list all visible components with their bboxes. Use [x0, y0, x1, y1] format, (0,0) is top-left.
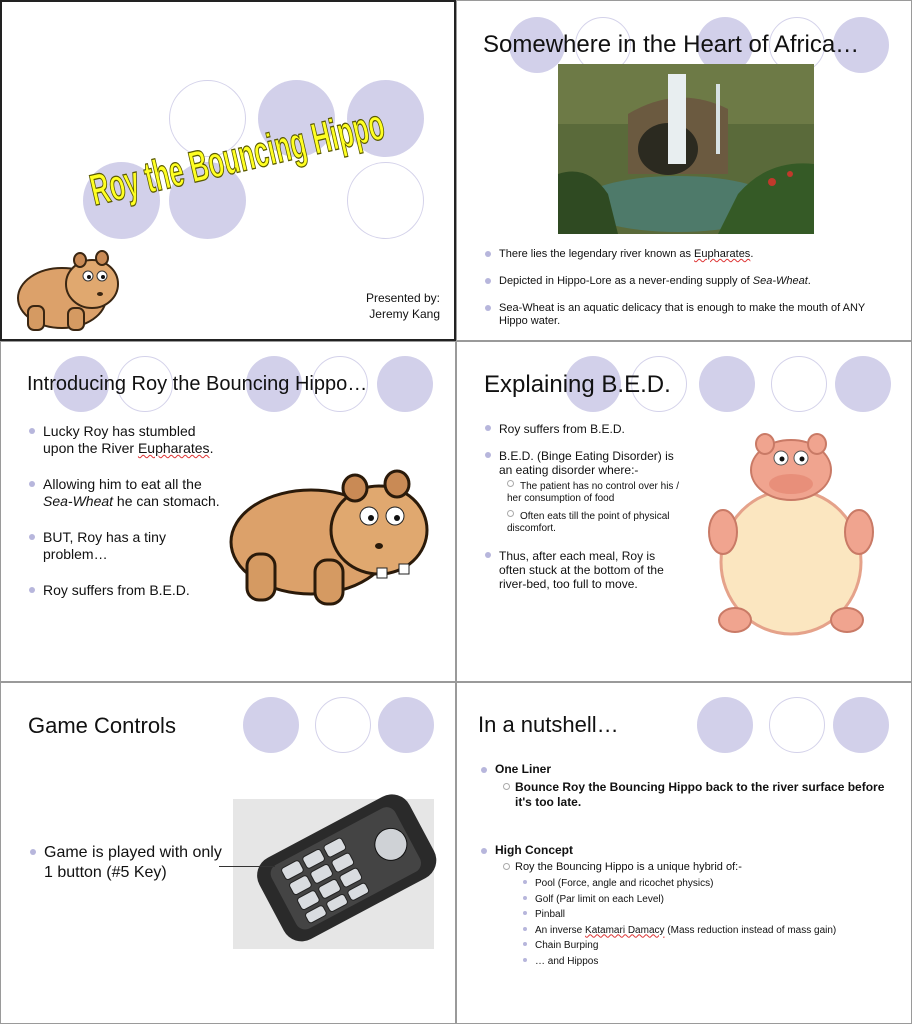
ring-bullet [503, 783, 510, 790]
sub-bullet-text: Often eats till the point of physical discomfort. [507, 511, 670, 534]
deco-circle [771, 356, 827, 412]
list-item [523, 892, 901, 908]
nutshell-content [481, 762, 901, 969]
slide-explaining-bed [456, 341, 912, 682]
deco-circle [315, 697, 371, 753]
bullet-text: Roy suffers from B.E.D. [499, 422, 625, 436]
deco-circle [769, 697, 825, 753]
bullet-list [485, 248, 895, 328]
presented-by-label: Presented by: [365, 291, 440, 305]
ring-bullet [507, 510, 514, 517]
list-item [523, 907, 901, 923]
bullet-text: Game is played with only 1 button (#5 Key) [44, 844, 222, 881]
deco-circle [378, 697, 434, 753]
bullet-item [485, 422, 681, 436]
dot-bullet [523, 896, 527, 900]
bullet-text: Lucky Roy has stumbled upon the River [43, 423, 196, 456]
bullet-item [485, 302, 895, 328]
slide-game-controls [0, 682, 456, 1024]
bullet-item [485, 549, 681, 591]
bullet-list [481, 843, 901, 858]
bullet-text: Thus, after each meal, Roy is often stuck at the bottom of the river-bed, too full to move. [499, 549, 664, 591]
bullet-list [29, 423, 225, 599]
bullet-item [485, 449, 681, 477]
bullet-text: Depicted in Hippo-Lore as a never-ending supply of [499, 275, 753, 287]
list-item-text: Pinball [535, 909, 566, 920]
bullet-text: There lies the legendary river known as [499, 248, 695, 260]
slide-title-text: In a nutshell… [478, 712, 619, 737]
bullet-block [485, 422, 681, 591]
bullet-text: Sea-Wheat is an aquatic delicacy that is enough to make the mouth of ANY Hippo water. [499, 302, 866, 327]
bullet-text: BUT, Roy has a tiny problem… [43, 529, 166, 562]
list-item-text: Pool (Force, angle and ricochet physics) [535, 878, 714, 889]
ring-bullet [503, 863, 510, 870]
bullet-text: . [807, 275, 811, 287]
bullet-item [29, 423, 225, 457]
bullet-text: One Liner [495, 762, 552, 776]
bullet-item [29, 529, 225, 563]
list-item-text: Golf (Par limit on each Level) [535, 893, 664, 905]
deco-circle [377, 356, 433, 412]
sub-bullet [507, 510, 681, 535]
bullet-text: B.E.D. (Binge Eating Disorder) is an eating disorder where:- [499, 449, 674, 477]
callout-line [219, 866, 275, 867]
dot-bullet [523, 880, 527, 884]
bullet-list [481, 762, 901, 777]
slide-title-text: Explaining B.E.D. [484, 371, 671, 398]
bullet-item [481, 843, 901, 858]
slide-introducing [0, 341, 456, 682]
list-item-text: (Mass reduction instead of mass gain) [664, 924, 837, 936]
misspelled-word: Eupharates [694, 248, 751, 260]
list-item [523, 954, 901, 970]
dot-bullet [523, 942, 527, 946]
hippo-image [10, 234, 122, 338]
bullet-list [30, 843, 230, 883]
bullet-item [485, 275, 895, 288]
waterfall-photo [558, 64, 814, 234]
sub-bullet-text: Bounce Roy the Bouncing Hippo back to the river surface before it's too late. [515, 780, 885, 809]
deco-circle [243, 697, 299, 753]
bullet-item [29, 582, 225, 599]
bullet-item [30, 843, 230, 883]
deco-circle [699, 356, 755, 412]
fat-hippo-image [701, 422, 881, 644]
phone-photo [233, 799, 434, 949]
misspelled-word: Katamari Damacy [585, 924, 665, 936]
dot-bullet [523, 927, 527, 931]
presenter-name-text: Jeremy Kang [369, 307, 440, 321]
list-item [523, 938, 901, 954]
sub-bullet [507, 480, 681, 505]
list-item-text: An inverse [535, 924, 586, 936]
bullet-text: High Concept [495, 843, 573, 857]
slide-africa [456, 0, 912, 341]
slide-title-text: Somewhere in the Heart of Africa… [483, 31, 860, 58]
ring-bullet [507, 480, 514, 487]
bullet-text: Roy suffers from B.E.D. [43, 582, 190, 598]
list-item [523, 923, 901, 939]
bullet-text: he can stomach. [113, 493, 220, 509]
sub-bullet-text: The patient has no control over his / her consumption of food [507, 481, 679, 504]
sub-bullet [481, 860, 901, 874]
deco-circle [697, 697, 753, 753]
slide-title-text: Introducing Roy the Bouncing Hippo… [27, 373, 368, 395]
title-wordart [72, 51, 597, 216]
bullet-item [481, 762, 901, 777]
dot-bullet [523, 911, 527, 915]
sub-bullet-text: Roy the Bouncing Hippo is a unique hybrid of:- [515, 861, 742, 873]
hippo-image [229, 444, 435, 624]
bullet-text: . [750, 248, 754, 260]
bullet-item [485, 248, 895, 261]
deco-circle [833, 697, 889, 753]
presenter-name [369, 307, 440, 321]
sub-sub-list [523, 876, 901, 969]
title-wordart-text: Roy the Bouncing Hippo [85, 51, 597, 216]
misspelled-word: Eupharates [137, 440, 210, 456]
list-item-text: Chain Burping [535, 940, 599, 951]
bullet-item [29, 476, 225, 510]
italic-text: Sea-Wheat [43, 493, 114, 509]
slide-title-text: Game Controls [28, 713, 176, 738]
slide-nutshell [456, 682, 912, 1024]
bullet-text: Allowing him to eat all the [43, 476, 202, 492]
deco-circle [835, 356, 891, 412]
list-item [523, 876, 901, 892]
bullet-list [485, 549, 681, 591]
dot-bullet [523, 958, 527, 962]
sub-bullet [481, 780, 901, 810]
italic-text: Sea-Wheat [752, 275, 808, 287]
bullet-text: . [209, 440, 214, 456]
list-item-text: … and Hippos [535, 955, 599, 967]
bullet-list [485, 422, 681, 477]
